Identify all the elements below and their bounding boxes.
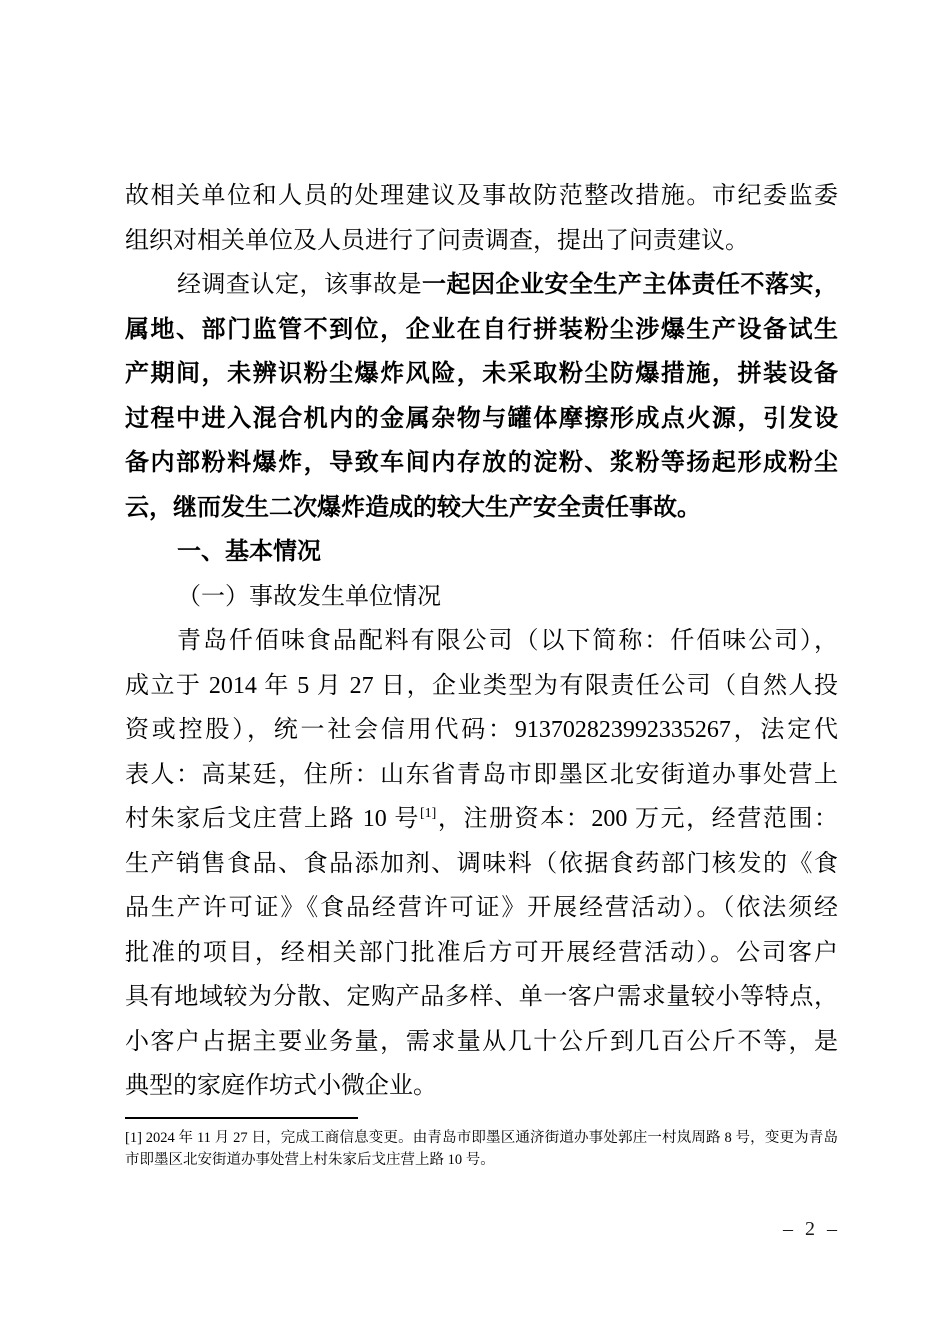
footnote-ref: [1] bbox=[419, 806, 437, 821]
text-line: 云，继而发生二次爆炸造成的较大生产安全责任事故。 bbox=[125, 493, 701, 521]
page-number: – 2 – bbox=[783, 1218, 837, 1240]
text-line: 成立于 2014 年 5 月 27 日，企业类型为有限责任公司（自然人投 bbox=[125, 672, 838, 699]
text-line: 小客户占据主要业务量，需求量从几十公斤到几百公斤不等，是 bbox=[125, 1028, 838, 1055]
text-line: 故相关单位和人员的处理建议及事故防范整改措施。市纪委监委 bbox=[125, 183, 838, 209]
text-line: 资或控股），统一社会信用代码：913702823992335267，法定代 bbox=[125, 717, 838, 743]
subsection-heading: （一）事故发生单位情况 bbox=[177, 583, 441, 610]
footnote-line: [1] 2024 年 11 月 27 日，完成工商信息变更。由青岛市即墨区通济街道办事处郭庄一村岚周路 8 号，变更为青岛 bbox=[125, 1130, 838, 1146]
text-line: 典型的家庭作坊式小微企业。 bbox=[125, 1073, 437, 1099]
text-line: 属地、部门监管不到位，企业在自行拼装粉尘涉爆生产设备试生 bbox=[125, 315, 838, 343]
document-body bbox=[125, 174, 838, 1109]
footnote-area bbox=[125, 1117, 838, 1171]
text-line: 过程中进入混合机内的金属杂物与罐体摩擦形成点火源，引发设 bbox=[125, 404, 838, 432]
text-line: 具有地域较为分散、定购产品多样、单一客户需求量较小等特点， bbox=[125, 984, 838, 1010]
text-line: 生产销售食品、食品添加剂、调味料（依据食药部门核发的《食 bbox=[125, 850, 838, 877]
text-line: 批准的项目，经相关部门批准后方可开展经营活动）。公司客户 bbox=[125, 939, 838, 966]
text-line: 青岛仟佰味食品配料有限公司（以下简称：仟佰味公司）， bbox=[177, 628, 838, 654]
footnote-line: 市即墨区北安街道办事处营上村朱家后戈庄营上路 10 号。 bbox=[125, 1151, 495, 1168]
footnote-separator bbox=[125, 1117, 358, 1119]
text-line: 品生产许可证》《食品经营许可证》开展经营活动）。（依法须经 bbox=[125, 895, 838, 921]
text-line: 表人：高某廷，住所：山东省青岛市即墨区北安街道办事处营上 bbox=[125, 761, 838, 788]
text-line: 组织对相关单位及人员进行了问责调查，提出了问责建议。 bbox=[125, 227, 749, 254]
footnote-text bbox=[125, 1128, 838, 1171]
text-line: 村朱家后戈庄营上路 10 号[1]，注册资本：200 万元，经营范围： bbox=[125, 806, 838, 832]
text-line: 经调查认定，该事故是一起因企业安全生产主体责任不落实， bbox=[177, 271, 838, 298]
text-line: 备内部粉料爆炸，导致车间内存放的淀粉、浆粉等扬起形成粉尘 bbox=[125, 449, 838, 476]
section-heading: 一、基本情况 bbox=[177, 538, 321, 565]
text-line: 产期间，未辨识粉尘爆炸风险，未采取粉尘防爆措施，拼装设备 bbox=[125, 360, 838, 387]
